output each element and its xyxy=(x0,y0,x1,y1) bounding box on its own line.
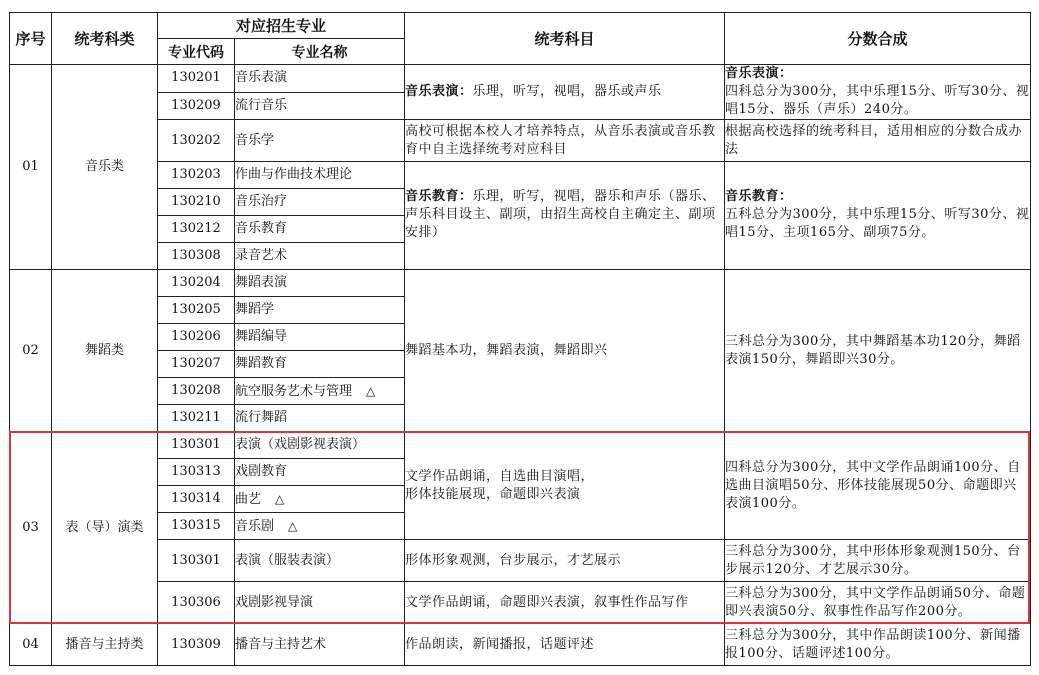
name-text: 曲艺 xyxy=(235,491,262,507)
name-cell: 流行音乐 xyxy=(235,92,405,120)
admission-table xyxy=(9,12,1031,666)
code-cell: 130301 xyxy=(158,432,235,459)
code-cell: 130301 xyxy=(158,540,235,582)
subject-title: 音乐教育： xyxy=(405,189,473,204)
code-cell: 130309 xyxy=(158,624,235,666)
subjects-cell: 舞蹈基本功，舞蹈表演，舞蹈即兴 xyxy=(405,270,725,432)
table-row xyxy=(10,270,1031,297)
code-cell: 130315 xyxy=(158,513,235,540)
subjects-cell xyxy=(405,65,725,120)
code-cell: 130203 xyxy=(158,162,235,189)
name-text: 音乐剧 xyxy=(235,518,275,534)
header-subjects: 统考科目 xyxy=(405,13,725,65)
code-cell: 130210 xyxy=(158,189,235,216)
category-cell: 表（导）演类 xyxy=(52,432,158,624)
name-cell: 音乐教育 xyxy=(235,216,405,243)
name-cell: 舞蹈教育 xyxy=(235,351,405,378)
subject-line: 形体技能展现，命题即兴表演 xyxy=(405,486,581,502)
score-text: 五科总分为300分，其中乐理15分、听写30分、视唱15分、主项165分、副项75分。 xyxy=(725,207,1030,240)
code-cell: 130202 xyxy=(158,120,235,162)
score-text: 四科总分为300分，其中乐理15分、听写30分、视唱15分、器乐（声乐）240分。 xyxy=(725,84,1030,117)
name-cell xyxy=(235,513,405,540)
name-cell: 戏剧教育 xyxy=(235,459,405,486)
name-text: 航空服务艺术与管理 xyxy=(235,383,353,399)
subjects-cell xyxy=(405,162,725,270)
table-row xyxy=(10,162,1031,189)
name-cell: 表演（服装表演） xyxy=(235,540,405,582)
code-cell: 130204 xyxy=(158,270,235,297)
table-row xyxy=(10,65,1031,93)
triangle-icon: △ xyxy=(366,383,376,398)
name-cell xyxy=(235,378,405,405)
code-cell: 130211 xyxy=(158,405,235,432)
code-cell: 130201 xyxy=(158,65,235,93)
triangle-icon: △ xyxy=(275,491,285,506)
score-cell xyxy=(725,65,1031,120)
score-cell: 三科总分为300分，其中形体形象观测150分、台步展示120分、才艺展示30分。 xyxy=(725,540,1031,582)
subjects-cell: 作品朗读，新闻播报，话题评述 xyxy=(405,624,725,666)
name-cell: 音乐治疗 xyxy=(235,189,405,216)
subject-title: 音乐表演： xyxy=(405,84,473,99)
table-row xyxy=(10,582,1031,624)
subject-line: 文学作品朗诵，自选曲目演唱， xyxy=(405,468,595,484)
name-cell: 表演（戏剧影视表演） xyxy=(235,432,405,459)
score-title: 音乐表演： xyxy=(725,66,793,81)
name-cell xyxy=(235,486,405,513)
header-seq: 序号 xyxy=(10,13,52,65)
name-cell: 流行舞蹈 xyxy=(235,405,405,432)
score-cell: 三科总分为300分，其中舞蹈基本功120分，舞蹈表演150分，舞蹈即兴30分。 xyxy=(725,270,1031,432)
name-cell: 录音艺术 xyxy=(235,243,405,270)
subjects-cell: 文学作品朗诵，命题即兴表演，叙事性作品写作 xyxy=(405,582,725,624)
subject-text: 乐理，听写，视唱，器乐和声乐（器乐、声乐科目设主、副项，由招生高校自主确定主、副项安排） xyxy=(405,189,716,240)
subjects-cell xyxy=(405,432,725,540)
table-row xyxy=(10,624,1031,666)
code-cell: 130314 xyxy=(158,486,235,513)
category-cell: 音乐类 xyxy=(52,65,158,270)
code-cell: 130212 xyxy=(158,216,235,243)
score-cell xyxy=(725,162,1031,270)
name-cell: 戏剧影视导演 xyxy=(235,582,405,624)
code-cell: 130209 xyxy=(158,92,235,120)
code-cell: 130205 xyxy=(158,297,235,324)
triangle-icon: △ xyxy=(288,518,298,533)
header-name: 专业名称 xyxy=(235,39,405,65)
table-row xyxy=(10,432,1031,459)
subject-text: 乐理，听写，视唱，器乐或声乐 xyxy=(472,84,662,99)
code-cell: 130207 xyxy=(158,351,235,378)
seq-cell: 01 xyxy=(10,65,52,270)
code-cell: 130313 xyxy=(158,459,235,486)
name-cell: 舞蹈表演 xyxy=(235,270,405,297)
code-cell: 130308 xyxy=(158,243,235,270)
table-row xyxy=(10,120,1031,162)
code-cell: 130206 xyxy=(158,324,235,351)
name-cell: 播音与主持艺术 xyxy=(235,624,405,666)
name-cell: 舞蹈学 xyxy=(235,297,405,324)
name-cell: 作曲与作曲技术理论 xyxy=(235,162,405,189)
score-cell: 三科总分为300分，其中文学作品朗诵50分、命题即兴表演50分、叙事性作品写作200分。 xyxy=(725,582,1031,624)
score-cell: 根据高校选择的统考科目，适用相应的分数合成办法 xyxy=(725,120,1031,162)
name-cell: 音乐表演 xyxy=(235,65,405,93)
score-cell: 四科总分为300分，其中文学作品朗诵100分、自选曲目演唱50分、形体技能展现50分、命题即兴表演100分。 xyxy=(725,432,1031,540)
score-cell: 三科总分为300分，其中作品朗读100分、新闻播报100分、话题评述100分。 xyxy=(725,624,1031,666)
header-code: 专业代码 xyxy=(158,39,235,65)
category-cell: 舞蹈类 xyxy=(52,270,158,432)
seq-cell: 03 xyxy=(10,432,52,624)
header-major-group: 对应招生专业 xyxy=(158,13,405,39)
table-row xyxy=(10,540,1031,582)
score-title: 音乐教育： xyxy=(725,189,793,204)
code-cell: 130306 xyxy=(158,582,235,624)
header-category: 统考科类 xyxy=(52,13,158,65)
code-cell: 130208 xyxy=(158,378,235,405)
name-cell: 舞蹈编导 xyxy=(235,324,405,351)
name-cell: 音乐学 xyxy=(235,120,405,162)
seq-cell: 02 xyxy=(10,270,52,432)
subjects-cell: 高校可根据本校人才培养特点，从音乐表演或音乐教育中自主选择统考对应科目 xyxy=(405,120,725,162)
seq-cell: 04 xyxy=(10,624,52,666)
category-cell: 播音与主持类 xyxy=(52,624,158,666)
subjects-cell: 形体形象观测，台步展示，才艺展示 xyxy=(405,540,725,582)
header-score: 分数合成 xyxy=(725,13,1031,65)
